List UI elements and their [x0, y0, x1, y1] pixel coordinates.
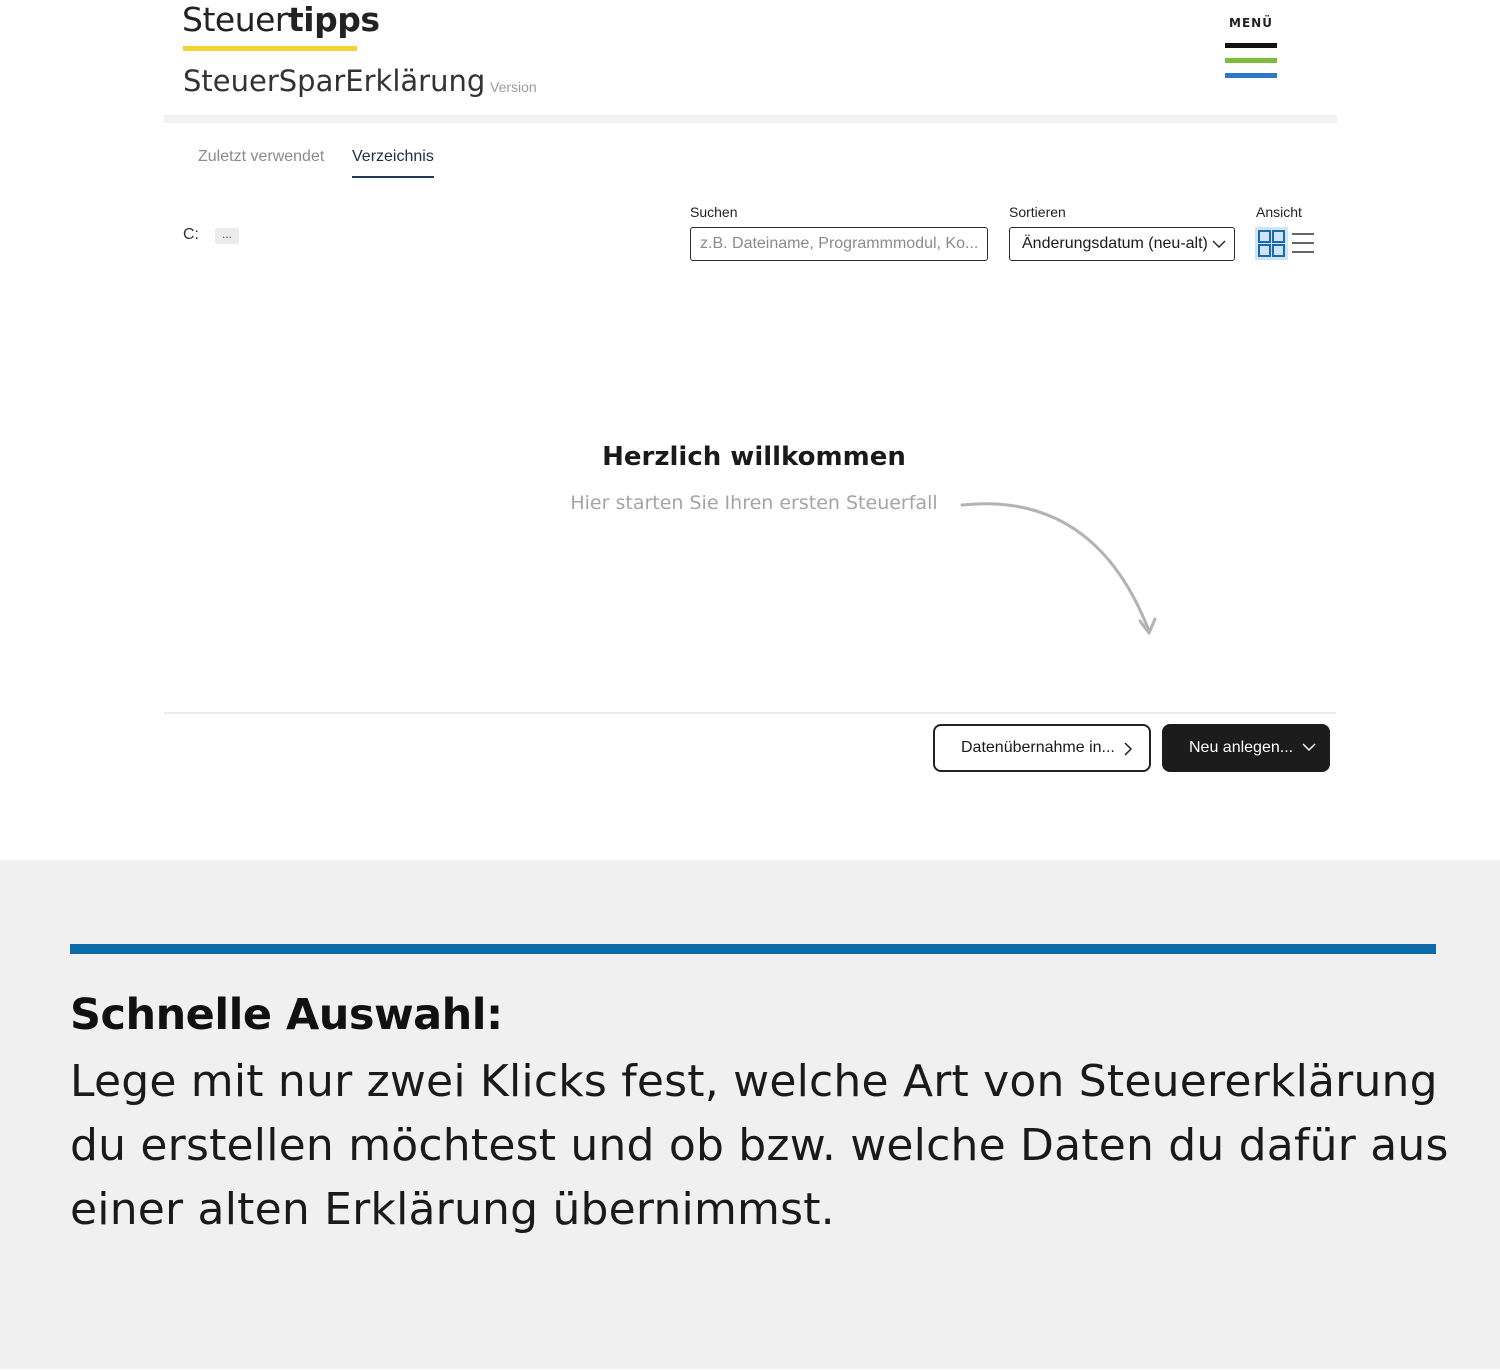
menu-button[interactable]	[1224, 16, 1278, 86]
data-import-button[interactable]	[933, 724, 1151, 772]
sort-select[interactable]	[1009, 227, 1235, 261]
footer-divider	[164, 712, 1336, 714]
grid-view-icon[interactable]	[1255, 227, 1288, 260]
brand-logo-bold: tipps	[287, 0, 380, 39]
sort-label: Sortieren	[1009, 204, 1066, 220]
version-label: Version	[490, 79, 537, 95]
brand-logo-light: Steuer	[182, 0, 288, 39]
menu-bar-black	[1225, 43, 1277, 48]
search-label: Suchen	[690, 204, 738, 220]
menu-bar-blue	[1225, 73, 1277, 78]
path-drive[interactable]: C:	[183, 226, 199, 243]
chevron-right-icon	[1121, 742, 1135, 756]
tab-recently-used[interactable]: Zuletzt verwendet	[198, 148, 325, 165]
info-accent-bar	[70, 944, 1436, 954]
search-input[interactable]	[690, 227, 988, 261]
create-new-button[interactable]	[1162, 724, 1330, 772]
menu-bar-green	[1225, 58, 1277, 63]
product-title: SteuerSparErklärung	[183, 64, 486, 98]
welcome-subtitle: Hier starten Sie Ihren ersten Steuerfall	[570, 492, 938, 514]
info-text: Lege mit nur zwei Klicks fest, welche Art von Steuererklärung du erstellen möchtest und ob bzw. welche Daten du dafür aus einer alten Erklärung übernimmst.	[70, 1056, 1449, 1235]
chevron-down-icon	[1211, 228, 1227, 260]
list-view-icon[interactable]	[1291, 231, 1315, 255]
header-divider	[164, 115, 1337, 123]
sort-select-value: Änderungsdatum (neu-alt)	[1022, 235, 1208, 252]
path-more-button[interactable]: ...	[215, 228, 239, 244]
create-new-label: Neu anlegen...	[1189, 739, 1294, 756]
menu-label: MENÜ	[1229, 16, 1273, 30]
curved-arrow-icon	[958, 495, 1163, 645]
info-title: Schnelle Auswahl:	[70, 990, 503, 1040]
brand-underline	[183, 46, 357, 51]
info-panel	[0, 860, 1500, 1369]
data-import-label: Datenübernahme in...	[961, 739, 1115, 756]
chevron-down-icon	[1302, 740, 1316, 754]
welcome-title: Herzlich willkommen	[602, 442, 906, 472]
tab-directory[interactable]: Verzeichnis	[352, 148, 434, 178]
brand-logo[interactable]	[182, 0, 379, 39]
view-label: Ansicht	[1256, 204, 1302, 220]
